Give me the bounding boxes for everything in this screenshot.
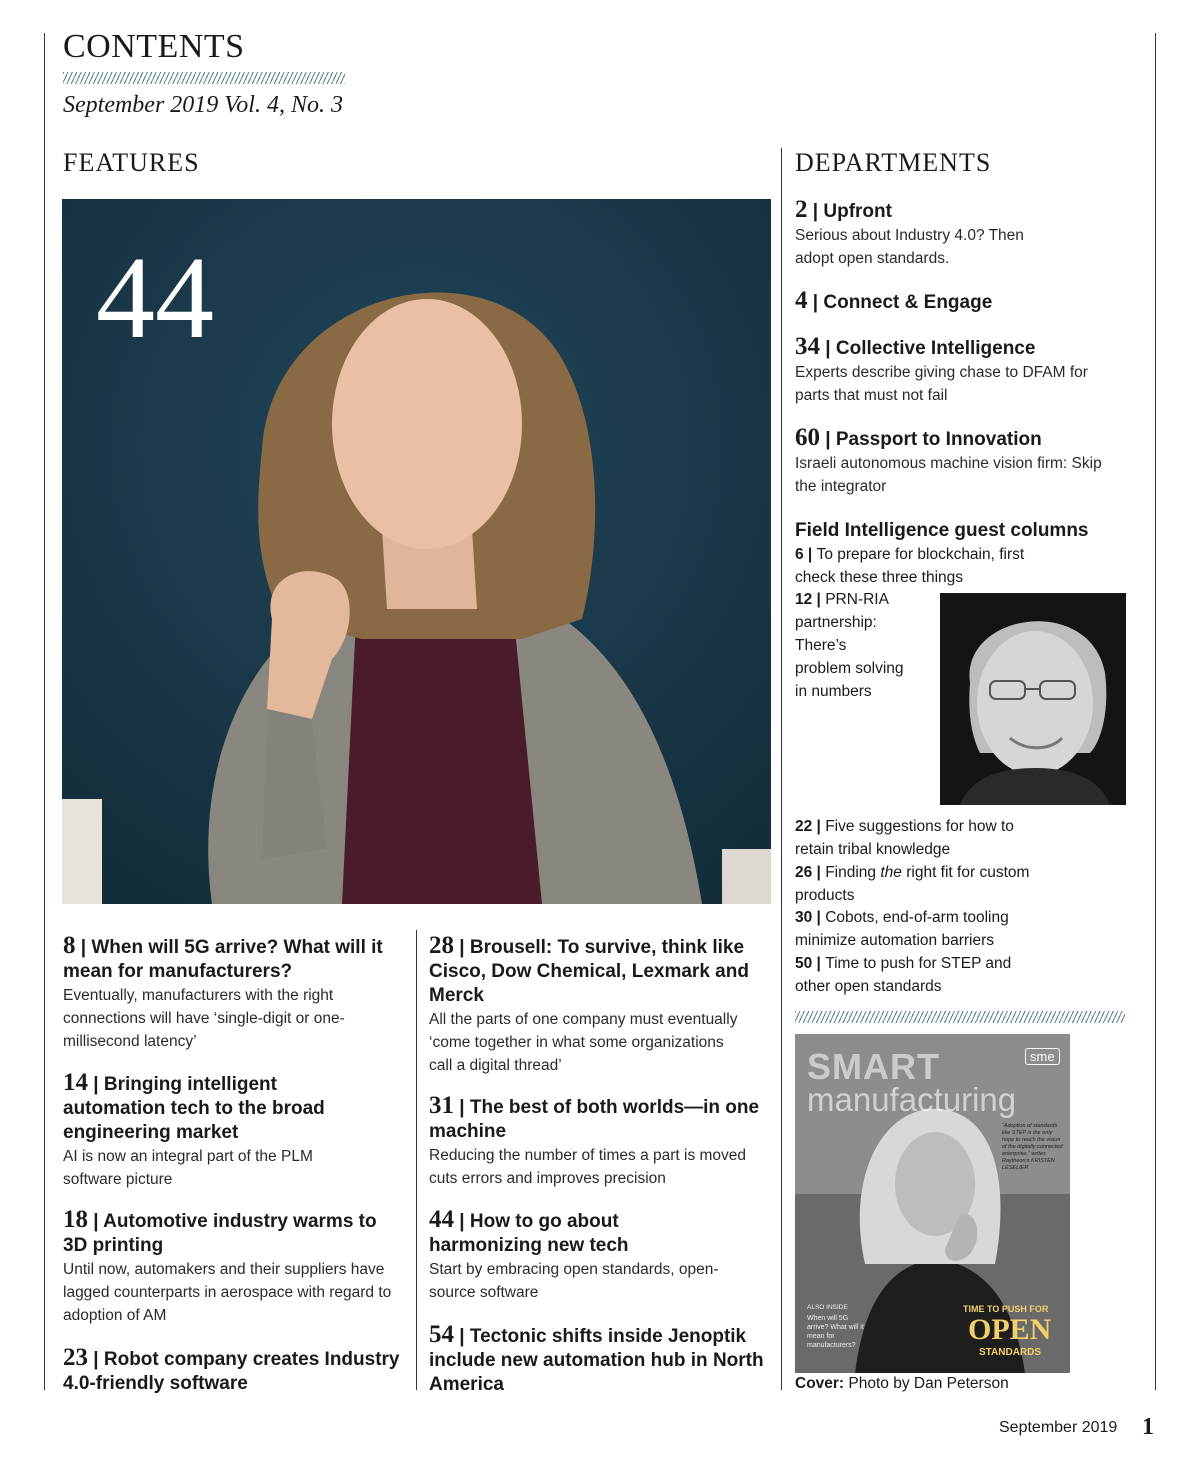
left-rule [44, 33, 45, 1390]
feature-title: How to go about harmonizing new tech [429, 1211, 629, 1256]
feature-title: Robot company creates Industry 4.0-friendly software [63, 1349, 400, 1394]
guest-column-26[interactable]: 26 | Finding the right fit for custom products [795, 864, 1030, 904]
guest-column-emphasis: the [880, 864, 902, 881]
page-number: 1 [1142, 1414, 1154, 1440]
department-number: 60 [795, 424, 820, 451]
footer-date: September 2019 [999, 1419, 1118, 1436]
guest-column-6[interactable]: 6 | To prepare for blockchain, first check these three things [795, 546, 1025, 586]
guest-column-text: Five suggestions for how to retain tribal knowledge [795, 818, 1014, 858]
feature-description: AI is now an integral part of the PLM software picture [63, 1148, 313, 1188]
department-34[interactable]: 34 | Collective Intelligence Experts describe giving chase to DFAM for parts that must not fail [795, 335, 1145, 407]
feature-description: Eventually, manufacturers with the right connections will have ‘single-digit or one-millisecond latency’ [63, 987, 345, 1050]
feature-number: 14 [63, 1069, 88, 1096]
guest-column-number: 26 [795, 864, 813, 881]
departments-heading: DEPARTMENTS [795, 148, 992, 177]
guest-columns-heading: Field Intelligence guest columns [795, 520, 1089, 541]
guest-column-number: 12 [795, 591, 813, 608]
feature-title: The best of both worlds—in one machine [429, 1097, 760, 1142]
cover-also-label: ALSO INSIDE [807, 1304, 848, 1311]
department-description: Israeli autonomous machine vision firm: Skip the integrator [795, 455, 1102, 495]
feature-23[interactable]: 23 | Robot company creates Industry 4.0-friendly software [63, 1344, 400, 1394]
feature-number: 23 [63, 1344, 88, 1371]
guest-column-text: PRN-RIA partnership: There’s problem solving in numbers [795, 591, 904, 700]
guest-column-text: Time to push for STEP and other open standards [795, 955, 1012, 995]
cover-credit-label: Cover: [795, 1375, 845, 1392]
cover-cta-top: TIME TO PUSH FOR [963, 1304, 1049, 1314]
department-number: 4 [795, 287, 808, 314]
feature-photo [62, 199, 771, 904]
center-rule [416, 930, 417, 1390]
guest-column-text: Finding [825, 864, 881, 881]
page-title: CONTENTS [63, 28, 245, 65]
guest-column-50[interactable]: 50 | Time to push for STEP and other open standards [795, 955, 1012, 995]
department-60[interactable]: 60 | Passport to Innovation Israeli autonomous machine vision firm: Skip the integrator [795, 426, 1145, 498]
feature-photo-number: 44 [96, 232, 214, 363]
feature-number: 28 [429, 932, 454, 959]
guest-column-12[interactable]: 12 | PRN-RIA partnership: There’s problem solving in numbers [795, 591, 904, 700]
department-2[interactable]: 2 | Upfront Serious about Industry 4.0? Then adopt open standards. [795, 198, 1145, 270]
feature-description: Start by embracing open standards, open-source software [429, 1261, 719, 1301]
cover-credit [795, 1375, 1009, 1393]
guest-column-22[interactable]: 22 | Five suggestions for how to retain tribal knowledge [795, 818, 1014, 858]
department-title: Passport to Innovation [835, 429, 1042, 450]
feature-number: 44 [429, 1206, 454, 1233]
feature-description: Reducing the number of times a part is moved cuts errors and improves precision [429, 1147, 747, 1187]
feature-8[interactable]: 8 | When will 5G arrive? What will it mean for manufacturers? Eventually, manufacturers with the right connections will have ‘single-digit or one-millisecond latency’ [63, 934, 403, 1053]
guest-column-number: 50 [795, 955, 813, 972]
department-title: Collective Intelligence [835, 338, 1036, 359]
cover-quote: “Adoption of standards like STEP is the only hope to reach the vision of the digitally connected enterprise,” writes Raytheon’s KRISTEN LESELIER [1002, 1123, 1063, 1171]
guest-column-number: 6 [795, 546, 804, 563]
department-number: 34 [795, 333, 820, 360]
cover-cta-main: OPEN [968, 1313, 1052, 1346]
department-title: Upfront [823, 201, 892, 222]
department-description: Serious about Industry 4.0? Then adopt open standards. [795, 227, 1024, 267]
feature-18[interactable]: 18 | Automotive industry warms to 3D printing Until now, automakers and their suppliers have lagged counterparts in aerospace with regard to adoption of AM [63, 1208, 398, 1327]
feature-description: All the parts of one company must eventually ‘come together in what some organizations call a digital thread’ [429, 1011, 738, 1074]
guest-column-number: 30 [795, 909, 813, 926]
cover-also-text: When will 5G arrive? What will it mean for manufacturers? [807, 1315, 864, 1349]
feature-28[interactable]: 28 | Brousell: To survive, think like Cisco, Dow Chemical, Lexmark and Merck All the parts of one company must eventually ‘come together in what some organizations call a digital thread’ [429, 934, 769, 1077]
guest-column-text: To prepare for blockchain, first check these three things [795, 546, 1025, 586]
columnist-portrait [940, 593, 1126, 805]
feature-14[interactable]: 14 | Bringing intelligent automation tech to the broad engineering market AI is now an integral part of the PLM software picture [63, 1071, 363, 1191]
guest-column-30[interactable]: 30 | Cobots, end-of-arm tooling minimize automation barriers [795, 909, 1009, 949]
guest-column-number: 22 [795, 818, 813, 835]
feature-number: 18 [63, 1206, 88, 1233]
cover-credit-text: Photo by Dan Peterson [844, 1375, 1009, 1392]
guest-column-text: Cobots, end-of-arm tooling minimize automation barriers [795, 909, 1009, 949]
feature-44[interactable]: 44 | How to go about harmonizing new tech Start by embracing open standards, open-source software [429, 1208, 729, 1304]
department-4[interactable]: 4 | Connect & Engage [795, 287, 993, 314]
feature-number: 8 [63, 932, 76, 959]
feature-54[interactable]: 54 | Tectonic shifts inside Jenoptik include new automation hub in North America [429, 1321, 764, 1395]
cover-hatch-divider [795, 1011, 1125, 1023]
cover-brand-bottom: manufacturing [807, 1081, 1017, 1118]
department-description: Experts describe giving chase to DFAM for parts that must not fail [795, 364, 1088, 404]
cover-brand-top: SMART [807, 1046, 940, 1087]
column-rule [781, 148, 782, 1390]
feature-title: Bringing intelligent automation tech to the broad engineering market [63, 1074, 325, 1143]
issue-info: September 2019 Vol. 4, No. 3 [63, 92, 343, 118]
right-rule [1155, 33, 1156, 1390]
department-number: 2 [795, 196, 808, 223]
cover-cta-bottom: STANDARDS [979, 1347, 1042, 1358]
feature-number: 31 [429, 1092, 454, 1119]
columnist-photo [940, 593, 1126, 805]
department-title: Connect & Engage [823, 292, 993, 313]
feature-title: Tectonic shifts inside Jenoptik include new automation hub in North America [429, 1326, 764, 1395]
cover-logo: sme [1025, 1048, 1060, 1065]
feature-title: When will 5G arrive? What will it mean for manufacturers? [63, 937, 383, 982]
feature-description: Until now, automakers and their suppliers have lagged counterparts in aerospace with regard to adoption of AM [63, 1261, 392, 1324]
title-hatch-divider [63, 72, 345, 84]
feature-title: Automotive industry warms to 3D printing [63, 1211, 377, 1256]
feature-number: 54 [429, 1321, 454, 1348]
feature-31[interactable]: 31 | The best of both worlds—in one machine Reducing the number of times a part is moved cuts errors and improves precision [429, 1094, 769, 1190]
feature-title: Brousell: To survive, think like Cisco, Dow Chemical, Lexmark and Merck [429, 937, 749, 1006]
cover-image [795, 1034, 1070, 1373]
guest-column-text: right fit for custom products [795, 864, 1030, 904]
features-heading: FEATURES [63, 148, 200, 177]
